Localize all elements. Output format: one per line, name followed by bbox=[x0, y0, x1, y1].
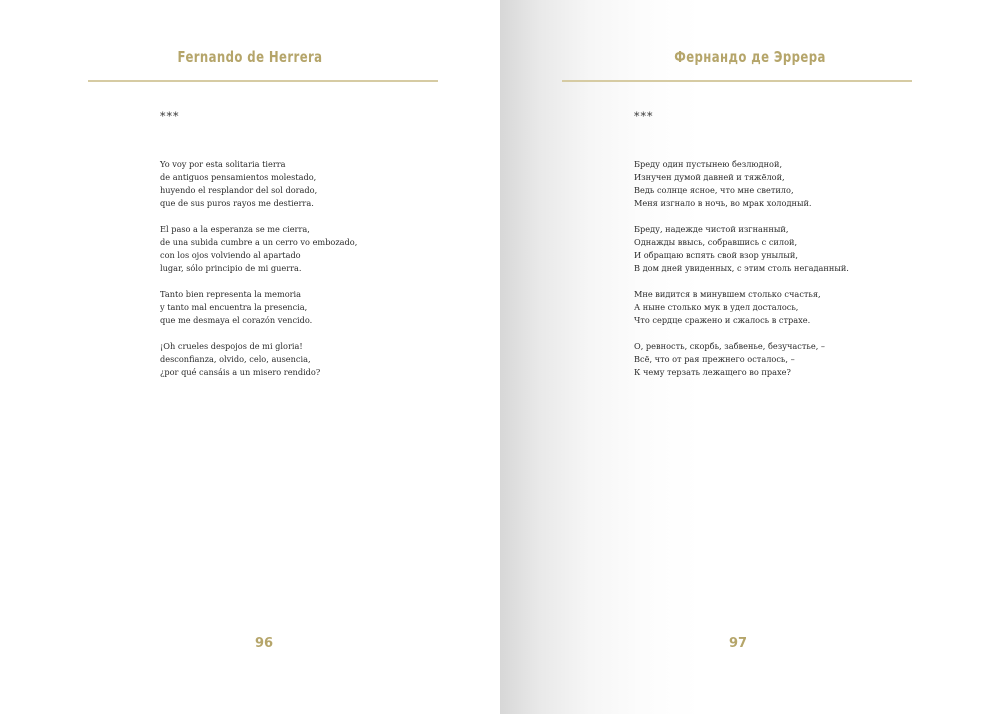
poem-line: Что сердце сражено и сжалось в страхе. bbox=[634, 315, 811, 325]
left-stanza-4 bbox=[160, 340, 357, 379]
poem-line: К чему терзать лежащего во прахе? bbox=[634, 367, 791, 377]
left-section-stars: *** bbox=[160, 110, 180, 123]
poem-line: А ныне столько мук в удел досталось, bbox=[634, 302, 799, 312]
poem-line: que me desmaya el corazón vencido. bbox=[160, 315, 313, 325]
left-stanza-1 bbox=[160, 158, 357, 210]
poem-line: О, ревность, скорбь, забвенье, безучастье, – bbox=[634, 341, 826, 351]
poem-line: huyendo el resplandor del sol dorado, bbox=[160, 185, 318, 195]
poem-line: Бреду, надежде чистой изгнанный, bbox=[634, 224, 789, 234]
right-poem bbox=[634, 158, 849, 392]
left-page-number: 96 bbox=[255, 636, 274, 651]
poem-line: Yo voy por esta solitaria tierra bbox=[160, 159, 286, 169]
right-running-header: Фернандо де Эррера bbox=[674, 48, 826, 66]
left-running-header: Fernando de Herrera bbox=[177, 48, 323, 66]
poem-line: desconfianza, olvido, celo, ausencia, bbox=[160, 354, 311, 364]
right-stanza-3 bbox=[634, 288, 849, 327]
poem-line: con los ojos volviendo al apartado bbox=[160, 250, 301, 260]
poem-line: Однажды ввысь, собравшись с силой, bbox=[634, 237, 798, 247]
right-stanza-2 bbox=[634, 223, 849, 275]
right-page bbox=[500, 0, 1000, 714]
poem-line: ¡Oh crueles despojos de mi gloria! bbox=[160, 341, 303, 351]
poem-line: Бреду один пустынею безлюдной, bbox=[634, 159, 783, 169]
right-page-number: 97 bbox=[729, 636, 748, 651]
poem-line: El paso a la esperanza se me cierra, bbox=[160, 224, 310, 234]
right-stanza-1 bbox=[634, 158, 849, 210]
poem-line: de antiguos pensamientos molestado, bbox=[160, 172, 317, 182]
right-stanza-4 bbox=[634, 340, 849, 379]
poem-line: y tanto mal encuentra la presencia, bbox=[160, 302, 308, 312]
poem-line: Ведь солнце ясное, что мне светило, bbox=[634, 185, 794, 195]
poem-line: И обращаю вспять свой взор унылый, bbox=[634, 250, 798, 260]
poem-line: ¿por qué cansáis a un misero rendido? bbox=[160, 367, 321, 377]
left-stanza-2 bbox=[160, 223, 357, 275]
poem-line: Изнучен думой давней и тяжёлой, bbox=[634, 172, 785, 182]
left-header-rule bbox=[88, 80, 438, 82]
left-stanza-3 bbox=[160, 288, 357, 327]
right-section-stars: *** bbox=[634, 110, 654, 123]
poem-line: Мне видится в минувшем столько счастья, bbox=[634, 289, 821, 299]
poem-line: que de sus puros rayos me destierra. bbox=[160, 198, 314, 208]
poem-line: Tanto bien representa la memoria bbox=[160, 289, 302, 299]
poem-line: Всё, что от рая прежнего осталось, – bbox=[634, 354, 795, 364]
right-header-rule bbox=[562, 80, 912, 82]
poem-line: lugar, sólo principio de mi guerra. bbox=[160, 263, 302, 273]
poem-line: В дом дней увиденных, с этим столь негаданный. bbox=[634, 263, 849, 273]
left-poem bbox=[160, 158, 357, 392]
poem-line: de una subida cumbre a un cerro vo embozado, bbox=[160, 237, 358, 247]
poem-line: Меня изгнало в ночь, во мрак холодный. bbox=[634, 198, 812, 208]
